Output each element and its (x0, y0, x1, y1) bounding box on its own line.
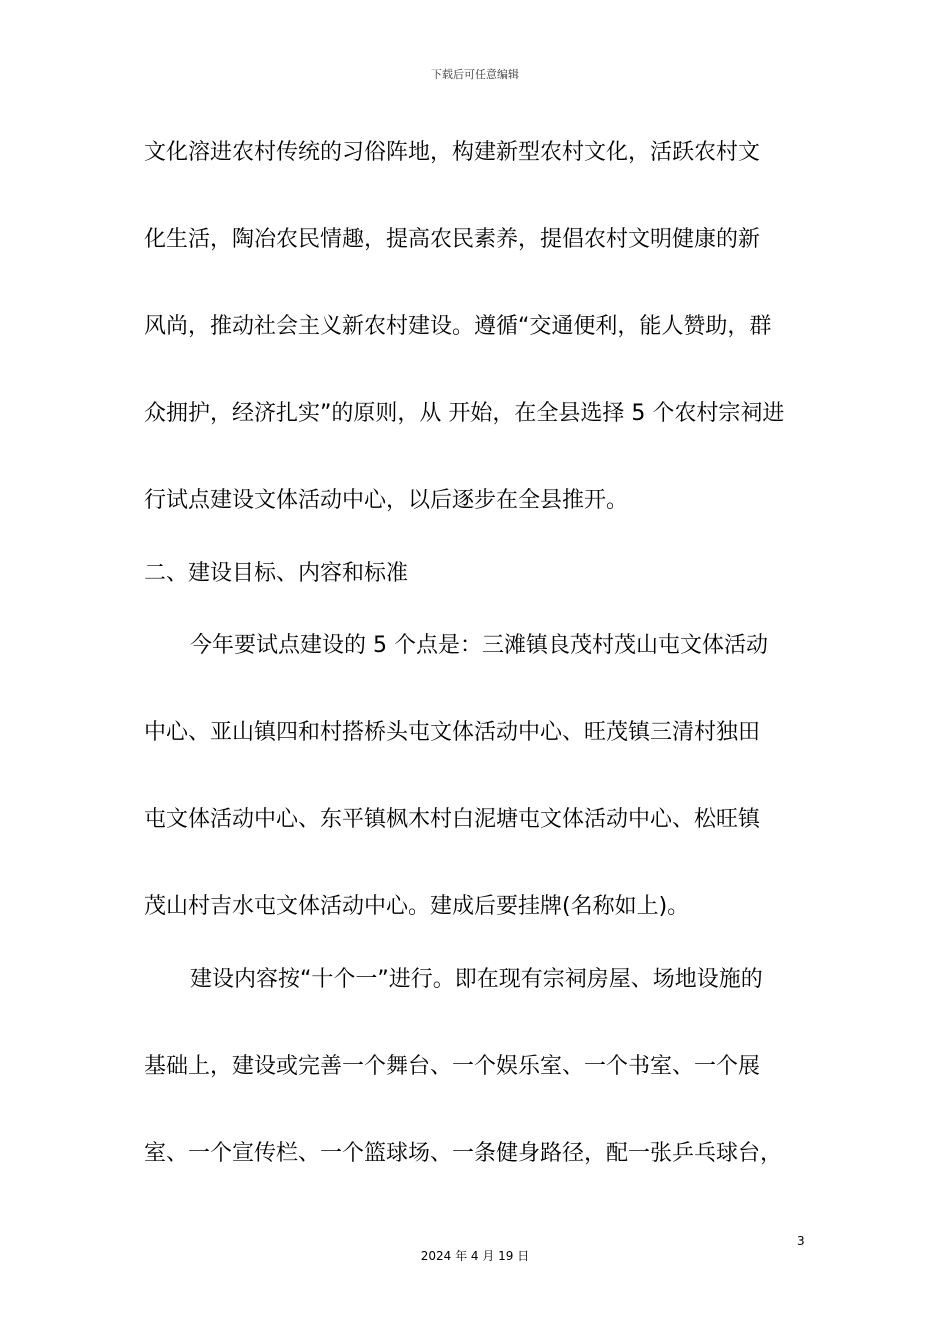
text-line: 屯文体活动中心、东平镇枫木村白泥塘屯文体活动中心、松旺镇 (144, 807, 761, 832)
text-line: 众拥护，经济扎实”的原则，从 开始，在全县选择 5 个农村宗祠进 (144, 401, 785, 426)
text-line: 化生活，陶冶农民情趣，提高农民素养，提倡农村文明健康的新 (144, 227, 761, 252)
text-line: 茂山村吉水屯文体活动中心。建成后要挂牌(名称如上)。 (144, 894, 690, 919)
paragraph-first-line: 建设内容按“十个一”进行。即在现有宗祠房屋、场地设施的 (190, 967, 763, 992)
paragraph-first-line: 今年要试点建设的 5 个点是：三滩镇良茂村茂山屯文体活动 (190, 633, 768, 658)
text-line: 中心、亚山镇四和村搭桥头屯文体活动中心、旺茂镇三清村独田 (144, 720, 761, 745)
text-line: 室、一个宣传栏、一个篮球场、一条健身路径，配一张乒乓球台， (144, 1141, 783, 1166)
section-heading: 二、建设目标、内容和标准 (144, 561, 409, 586)
text-line: 文化溶进农村传统的习俗阵地，构建新型农村文化，活跃农村文 (144, 140, 761, 165)
text-line: 基础上，建设或完善一个舞台、一个娱乐室、一个书室、一个展 (144, 1054, 761, 1079)
text-line: 行试点建设文体活动中心，以后逐步在全县推开。 (144, 488, 629, 513)
text-line: 风尚，推动社会主义新农村建设。遵循“交通便利，能人赞助，群 (144, 314, 772, 339)
page-number: 3 (797, 1234, 805, 1248)
footer-date: 2024 年 4 月 19 日 (420, 1249, 530, 1263)
page-header: 下载后可任意编辑 (431, 68, 519, 81)
